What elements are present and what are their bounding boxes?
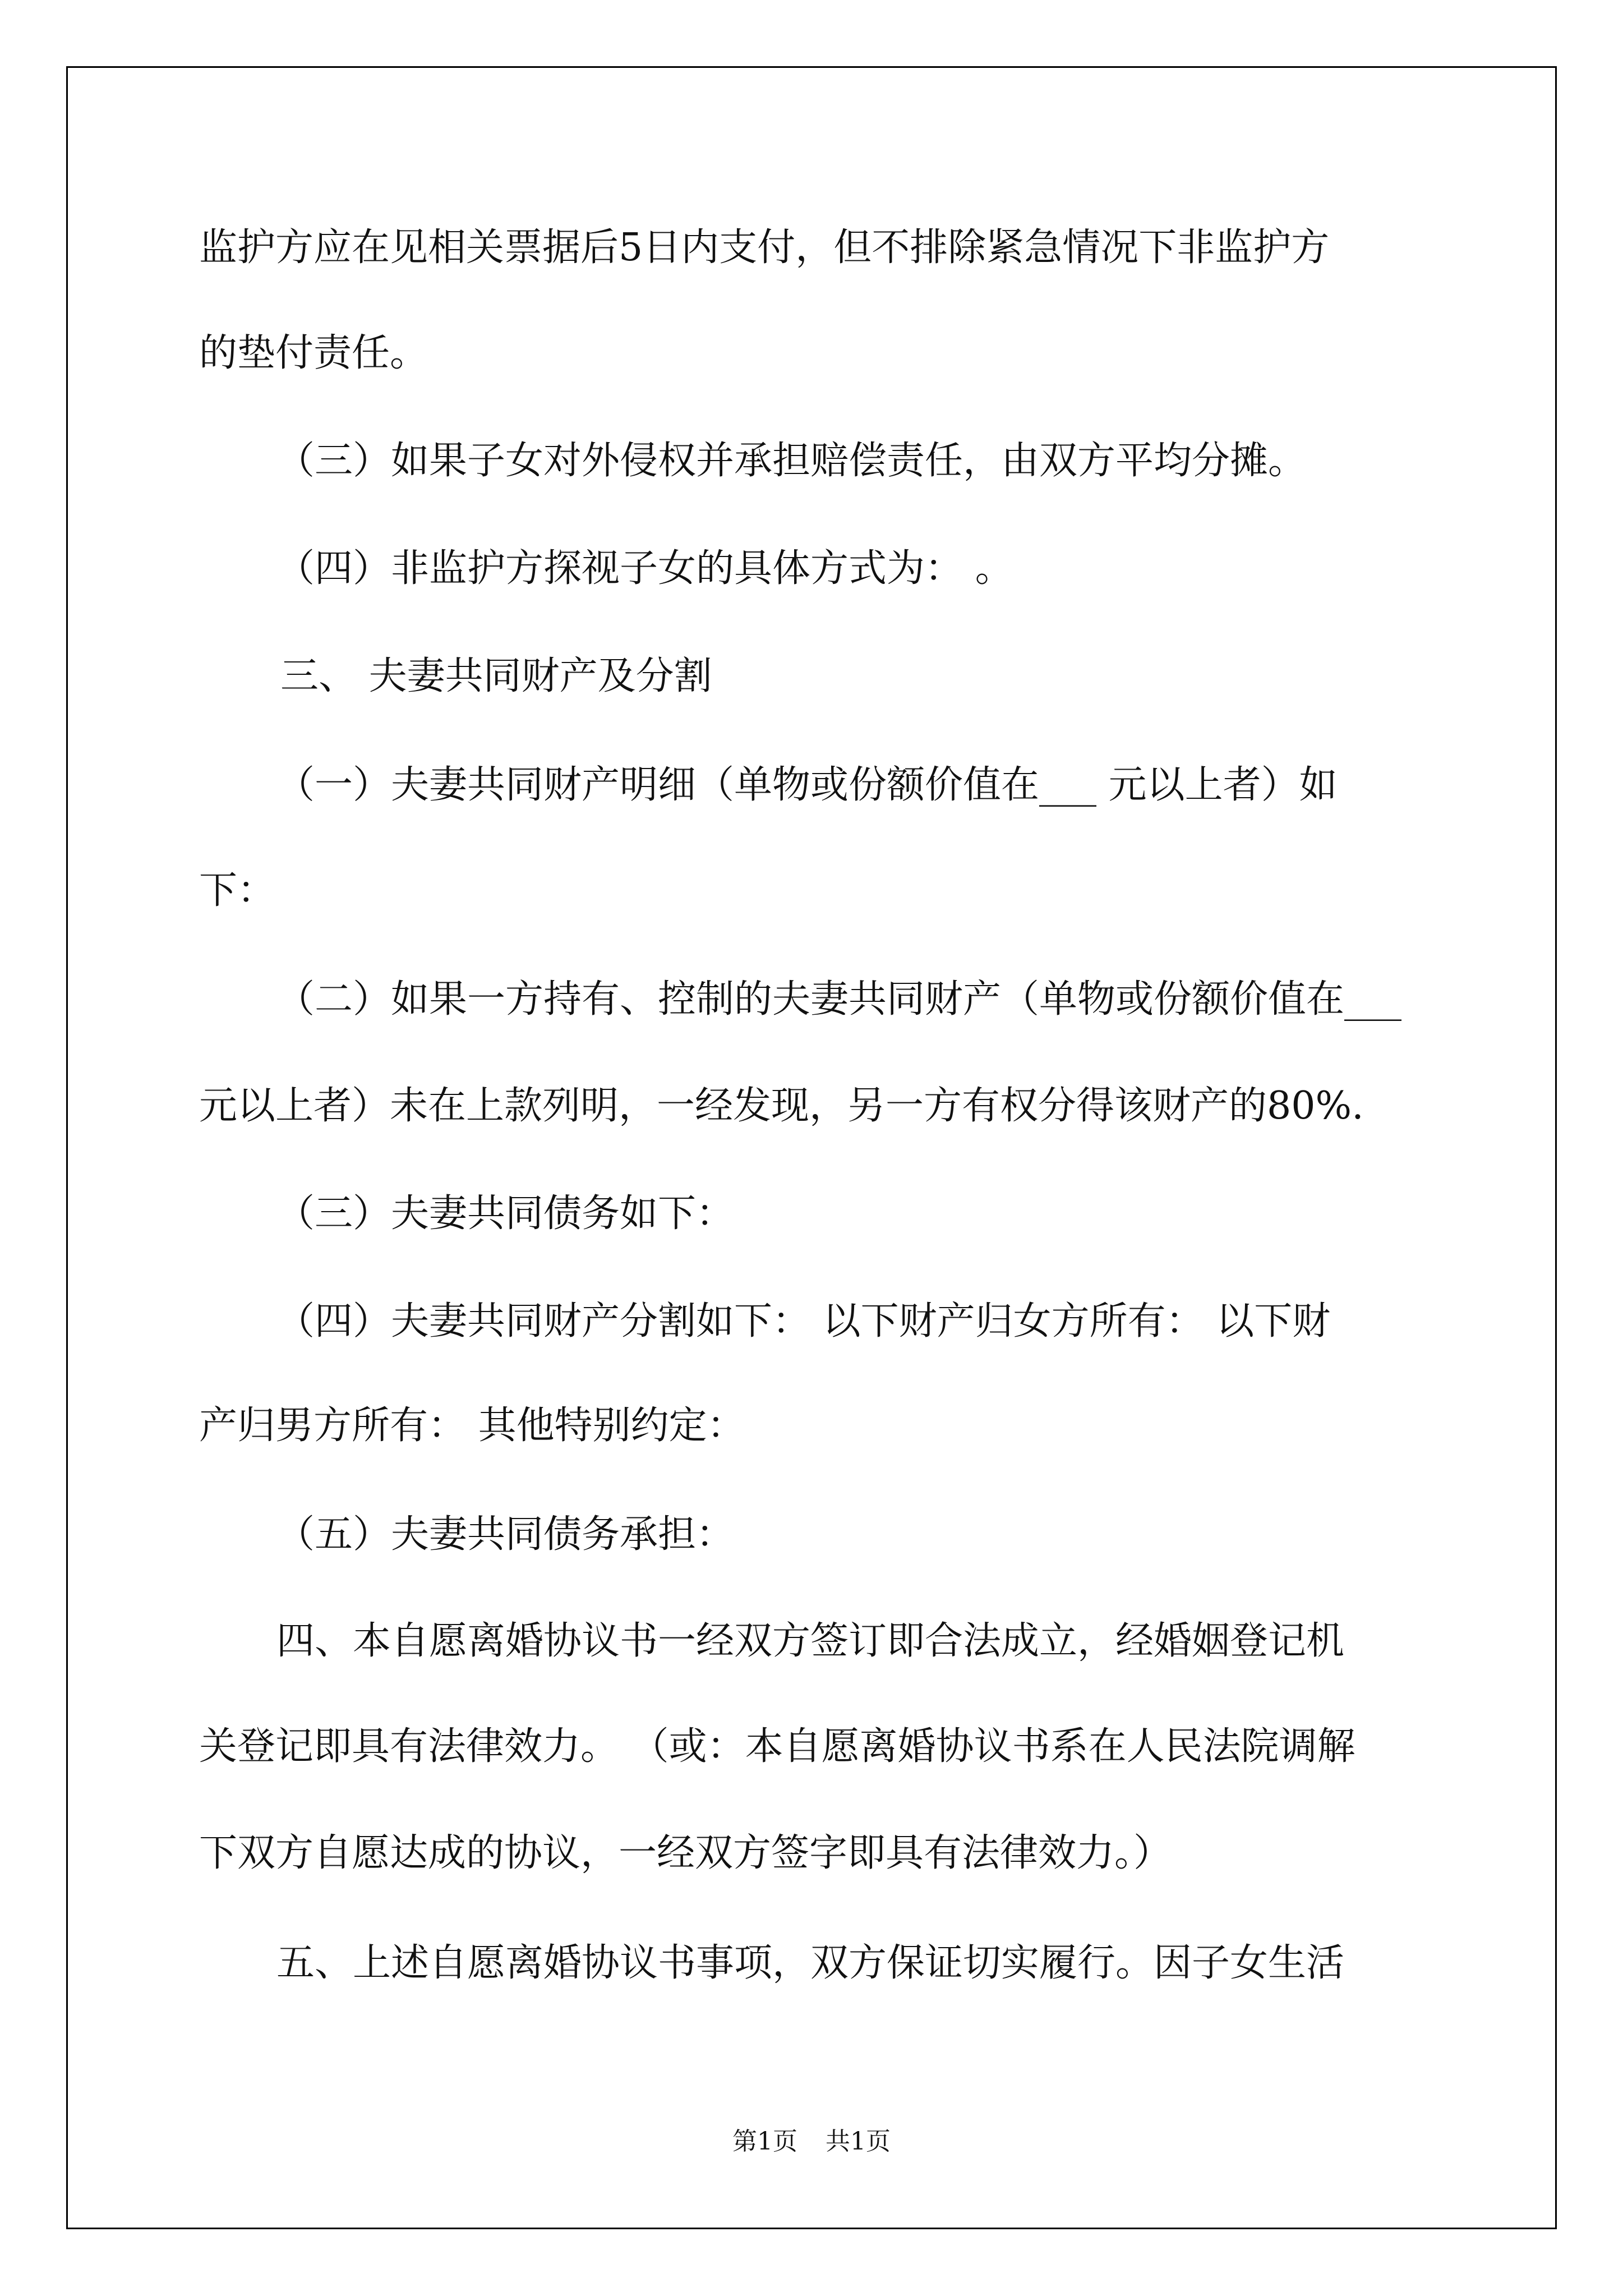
body-line-9: 元以上者）未在上款列明，一经发现，另一方有权分得该财产的80%. [199,1084,1364,1128]
body-line-15: 关登记即具有法律效力。 （或：本自愿离婚协议书系在人民法院调解 [199,1724,1355,1769]
body-line-4: （四）非监护方探视子女的具体方式为： 。 [276,546,1013,591]
body-line-10: （三）夫妻共同债务如下： [276,1191,735,1236]
body-line-3: （三）如果子女对外侵权并承担赔偿责任，由双方平均分摊。 [276,439,1307,483]
body-line-11: （四）夫妻共同财产分割如下： 以下财产归女方所有： 以下财 [276,1299,1331,1343]
body-line-17: 五、上述自愿离婚协议书事项，双方保证切实履行。因子女生活 [276,1941,1345,1985]
body-line-7: 下： [199,868,276,913]
body-line-16: 下双方自愿达成的协议，一经双方签字即具有法律效力。） [199,1831,1172,1875]
body-line-12: 产归男方所有： 其他特别约定： [199,1404,745,1448]
body-line-2: 的垫付责任。 [199,331,428,375]
body-line-1: 监护方应在见相关票据后5日内支付，但不排除紧急情况下非监护方 [199,226,1330,270]
page-footer [0,2128,1623,2156]
body-line-8: （二）如果一方持有、控制的夫妻共同财产（单物或份额价值在___ [276,977,1402,1022]
body-line-14: 四、本自愿离婚协议书一经双方签订即合法成立，经婚姻登记机 [276,1619,1345,1663]
section-heading-3: 三、 夫妻共同财产及分割 [280,654,712,698]
body-line-6: （一）夫妻共同财产明细（单物或份额价值在___ 元以上者）如 [276,763,1338,807]
page-number: 第1页 [732,2127,797,2156]
page-border [66,66,1557,2229]
page-total: 共1页 [826,2127,891,2156]
body-line-13: （五）夫妻共同债务承担： [276,1512,735,1557]
